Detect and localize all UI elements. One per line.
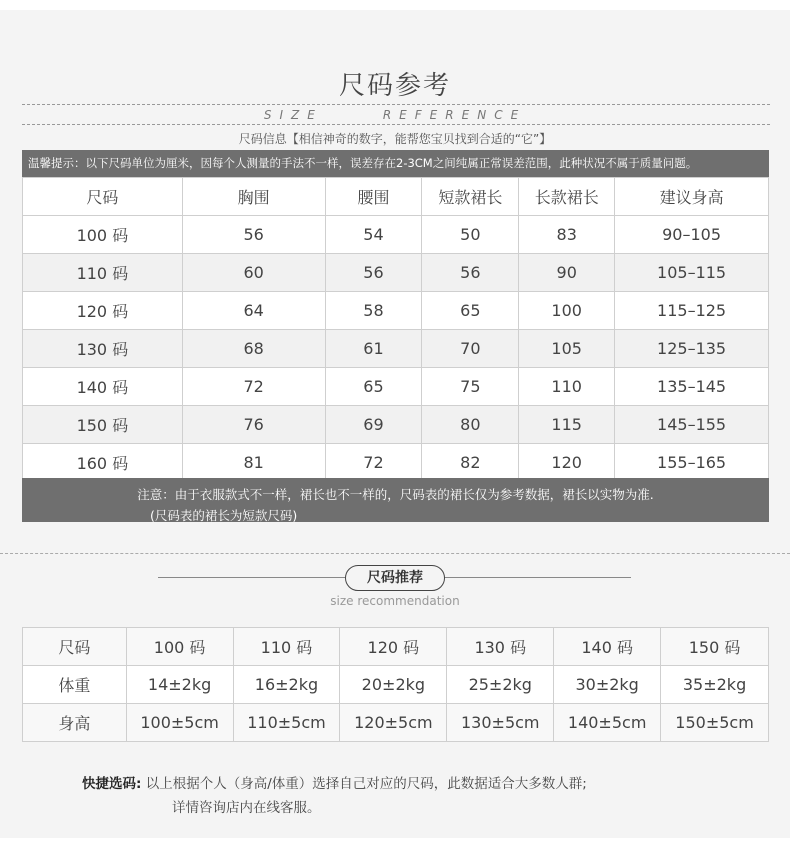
table-row (23, 444, 769, 482)
table-cell: 160 码 (23, 444, 183, 482)
table-cell: 130±5cm (447, 704, 554, 742)
table-cell: 120±5cm (340, 704, 447, 742)
table-cell: 56 (325, 254, 422, 292)
table-row (23, 628, 769, 666)
table-cell: 72 (182, 368, 325, 406)
note-line-1: 注意：由于衣服款式不一样，裙长也不一样的，尺码表的裙长仅为参考数据，裙长以实物为准. (137, 487, 654, 502)
table-cell: 90 (519, 254, 615, 292)
table-cell: 120 码 (340, 628, 447, 666)
table-cell: 70 (422, 330, 519, 368)
table-cell: 150±5cm (661, 704, 769, 742)
table-cell: 140±5cm (554, 704, 661, 742)
table-cell: 105 (519, 330, 615, 368)
table-cell: 82 (422, 444, 519, 482)
table-cell: 90–105 (615, 216, 769, 254)
table-cell: 75 (422, 368, 519, 406)
header-cell: 胸围 (182, 178, 325, 216)
table-cell: 58 (325, 292, 422, 330)
table-cell: 68 (182, 330, 325, 368)
table-cell: 54 (325, 216, 422, 254)
table-cell: 65 (422, 292, 519, 330)
table-cell: 20±2kg (340, 666, 447, 704)
table-cell: 83 (519, 216, 615, 254)
table-cell: 140 码 (23, 368, 183, 406)
subtitle-cn: 尺码信息【相信神奇的数字，能帮您宝贝找到合适的“它”】 (238, 132, 552, 146)
rule-left (158, 577, 345, 578)
table-cell: 115–125 (615, 292, 769, 330)
header-cell: 短款裙长 (422, 178, 519, 216)
quick-line-2: 详情咨询店内在线客服。 (172, 800, 321, 816)
table-row (23, 330, 769, 368)
table-cell: 14±2kg (126, 666, 233, 704)
table-row (23, 254, 769, 292)
table-cell: 105–115 (615, 254, 769, 292)
table-cell: 130 码 (447, 628, 554, 666)
header-cell: 长款裙长 (519, 178, 615, 216)
table-row (23, 368, 769, 406)
rule-right (443, 577, 631, 578)
table-cell: 65 (325, 368, 422, 406)
table-row (23, 406, 769, 444)
table-cell: 64 (182, 292, 325, 330)
divider (22, 124, 770, 125)
quick-size-note (82, 772, 587, 820)
table-cell: 100 码 (23, 216, 183, 254)
table-cell: 110 码 (23, 254, 183, 292)
recommend-title: 尺码推荐 (345, 565, 445, 591)
table-cell: 120 码 (23, 292, 183, 330)
recommend-subtitle: size recommendation (330, 594, 460, 608)
table-cell: 50 (422, 216, 519, 254)
table-row (23, 666, 769, 704)
table-cell: 110 (519, 368, 615, 406)
header-cell: 尺码 (23, 178, 183, 216)
table-header-row (23, 178, 769, 216)
table-cell: 140 码 (554, 628, 661, 666)
subtitle-en: SIZE REFERENCE (263, 108, 527, 122)
table-cell: 100 码 (126, 628, 233, 666)
table-cell: 155–165 (615, 444, 769, 482)
table-cell: 56 (422, 254, 519, 292)
table-cell: 35±2kg (661, 666, 769, 704)
table-cell: 体重 (23, 666, 127, 704)
table-cell: 115 (519, 406, 615, 444)
table-cell: 60 (182, 254, 325, 292)
table-cell: 76 (182, 406, 325, 444)
quick-label: 快捷选码: (82, 776, 142, 792)
table-cell: 16±2kg (233, 666, 340, 704)
divider (22, 104, 770, 105)
header-cell: 腰围 (325, 178, 422, 216)
table-cell: 69 (325, 406, 422, 444)
table-cell: 100 (519, 292, 615, 330)
table-cell: 30±2kg (554, 666, 661, 704)
table-cell: 150 码 (23, 406, 183, 444)
table-cell: 125–135 (615, 330, 769, 368)
table-row (23, 216, 769, 254)
table-cell: 150 码 (661, 628, 769, 666)
page-title: 尺码参考 (338, 71, 451, 101)
table-cell: 110 码 (233, 628, 340, 666)
warning-banner: 温馨提示：以下尺码单位为厘米，因每个人测量的手法不一样，误差存在2-3CM之间纯属正常误差范围，此种状况不属于质量问题。 (22, 150, 769, 177)
table-cell: 56 (182, 216, 325, 254)
table-cell: 身高 (23, 704, 127, 742)
table-cell: 110±5cm (233, 704, 340, 742)
table-cell: 120 (519, 444, 615, 482)
size-table (22, 177, 769, 482)
note-banner (22, 478, 769, 522)
quick-line-1: 以上根据个人（身高/体重）选择自己对应的尺码，此数据适合大多数人群; (145, 776, 587, 792)
table-cell: 72 (325, 444, 422, 482)
table-cell: 135–145 (615, 368, 769, 406)
table-cell: 61 (325, 330, 422, 368)
recommend-table (22, 627, 769, 742)
table-cell: 尺码 (23, 628, 127, 666)
section-divider (0, 553, 790, 554)
table-cell: 145–155 (615, 406, 769, 444)
table-cell: 25±2kg (447, 666, 554, 704)
table-cell: 80 (422, 406, 519, 444)
table-row (23, 292, 769, 330)
table-cell: 130 码 (23, 330, 183, 368)
table-row (23, 704, 769, 742)
note-line-2: (尺码表的裙长为短款尺码) (150, 508, 298, 523)
table-cell: 81 (182, 444, 325, 482)
header-cell: 建议身高 (615, 178, 769, 216)
table-cell: 100±5cm (126, 704, 233, 742)
